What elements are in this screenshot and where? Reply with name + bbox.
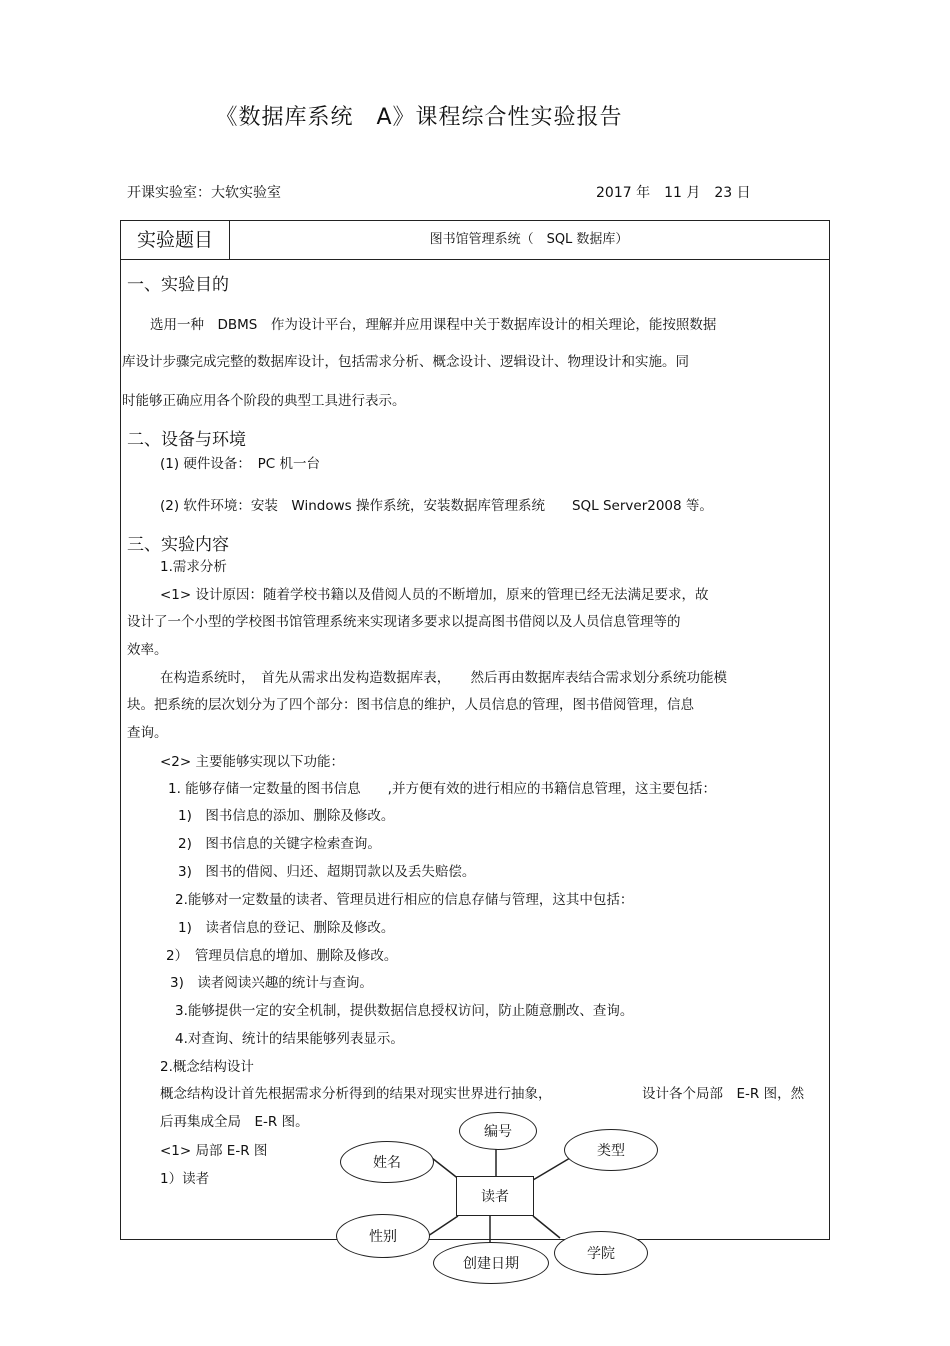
attr-college: 学院 (554, 1231, 648, 1275)
func-1-item: 1) 图书信息的添加、删除及修改。 (178, 808, 395, 824)
func-1-item: 3) 图书的借阅、归还、超期罚款以及丢失赔偿。 (178, 864, 476, 880)
func-1: 1. 能够存储一定数量的图书信息 ,并方便有效的进行相应的书籍信息管理，这主要包括： (168, 781, 716, 797)
software-line: (2) 软件环境：安装 Windows 操作系统，安装数据库管理系统 SQL Server2008 等。 (160, 498, 713, 514)
reason-line: 设计了一个小型的学校图书馆管理系统来实现诸多要求以提高图书借阅以及人员信息管理等的 (127, 614, 681, 630)
topic-value: 图书馆管理系统（ SQL 数据库） (429, 232, 629, 247)
concept-title: 2.概念结构设计 (160, 1059, 254, 1075)
concept-line: 后再集成全局 E-R 图。 (160, 1114, 309, 1130)
entity-reader: 读者 (456, 1176, 534, 1216)
section-purpose-heading: 一、实验目的 (127, 275, 229, 295)
section-env-heading: 二、设备与环境 (127, 430, 246, 450)
attr-name: 姓名 (340, 1141, 434, 1183)
attr-type: 类型 (564, 1129, 658, 1171)
reader-er-title: 1）读者 (160, 1171, 210, 1187)
func-2-item: 3) 读者阅读兴趣的统计与查询。 (170, 975, 373, 991)
attr-created-date: 创建日期 (433, 1242, 549, 1284)
build-line: 查询。 (127, 725, 168, 741)
lab-label: 开课实验室：大软实验室 (127, 185, 281, 201)
func-2: 2.能够对一定数量的读者、管理员进行相应的信息存储与管理，这其中包括： (175, 892, 634, 908)
attr-gender: 性别 (336, 1214, 430, 1258)
concept-line: 设计各个局部 E-R 图，然 (642, 1086, 805, 1102)
reason-line: <1> 设计原因：随着学校书籍以及借阅人员的不断增加，原来的管理已经无法满足要求，故 (160, 587, 709, 603)
concept-line: 概念结构设计首先根据需求分析得到的结果对现实世界进行抽象， (160, 1086, 552, 1102)
func-1-item: 2) 图书信息的关键字检索查询。 (178, 836, 381, 852)
purpose-line: 时能够正确应用各个阶段的典型工具进行表示。 (122, 393, 406, 409)
func-4: 4.对查询、统计的结果能够列表显示。 (175, 1031, 404, 1047)
attr-id: 编号 (459, 1112, 537, 1150)
build-line: 在构造系统时， 首先从需求出发构造数据库表， 然后再由数据库表结合需求划分系统功能模 (160, 670, 727, 686)
func-3: 3.能够提供一定的安全机制，提供数据信息授权访问，防止随意删改、查询。 (175, 1003, 634, 1019)
section-content-heading: 三、实验内容 (127, 535, 229, 555)
func-2-item: 1) 读者信息的登记、删除及修改。 (178, 920, 395, 936)
report-date: 2017 年 11 月 23 日 (596, 185, 751, 201)
func-title: <2> 主要能够实现以下功能： (160, 754, 345, 770)
req-analysis-title: 1.需求分析 (160, 559, 227, 575)
hardware-line: (1) 硬件设备： PC 机一台 (160, 456, 321, 472)
topic-label: 实验题目 (121, 221, 230, 259)
purpose-line: 库设计步骤完成完整的数据库设计，包括需求分析、概念设计、逻辑设计、物理设计和实施。同 (122, 354, 689, 370)
func-2-item: 2） 管理员信息的增加、删除及修改。 (166, 948, 398, 964)
local-er-title: <1> 局部 E-R 图 (160, 1143, 268, 1159)
report-title: 《数据库系统 A》课程综合性实验报告 (215, 105, 623, 130)
reason-line: 效率。 (127, 642, 168, 658)
purpose-line: 选用一种 DBMS 作为设计平台，理解并应用课程中关于数据库设计的相关理论，能按照数据 (150, 317, 717, 333)
build-line: 块。把系统的层次划分为了四个部分：图书信息的维护，人员信息的管理，图书借阅管理，信息 (127, 697, 694, 713)
